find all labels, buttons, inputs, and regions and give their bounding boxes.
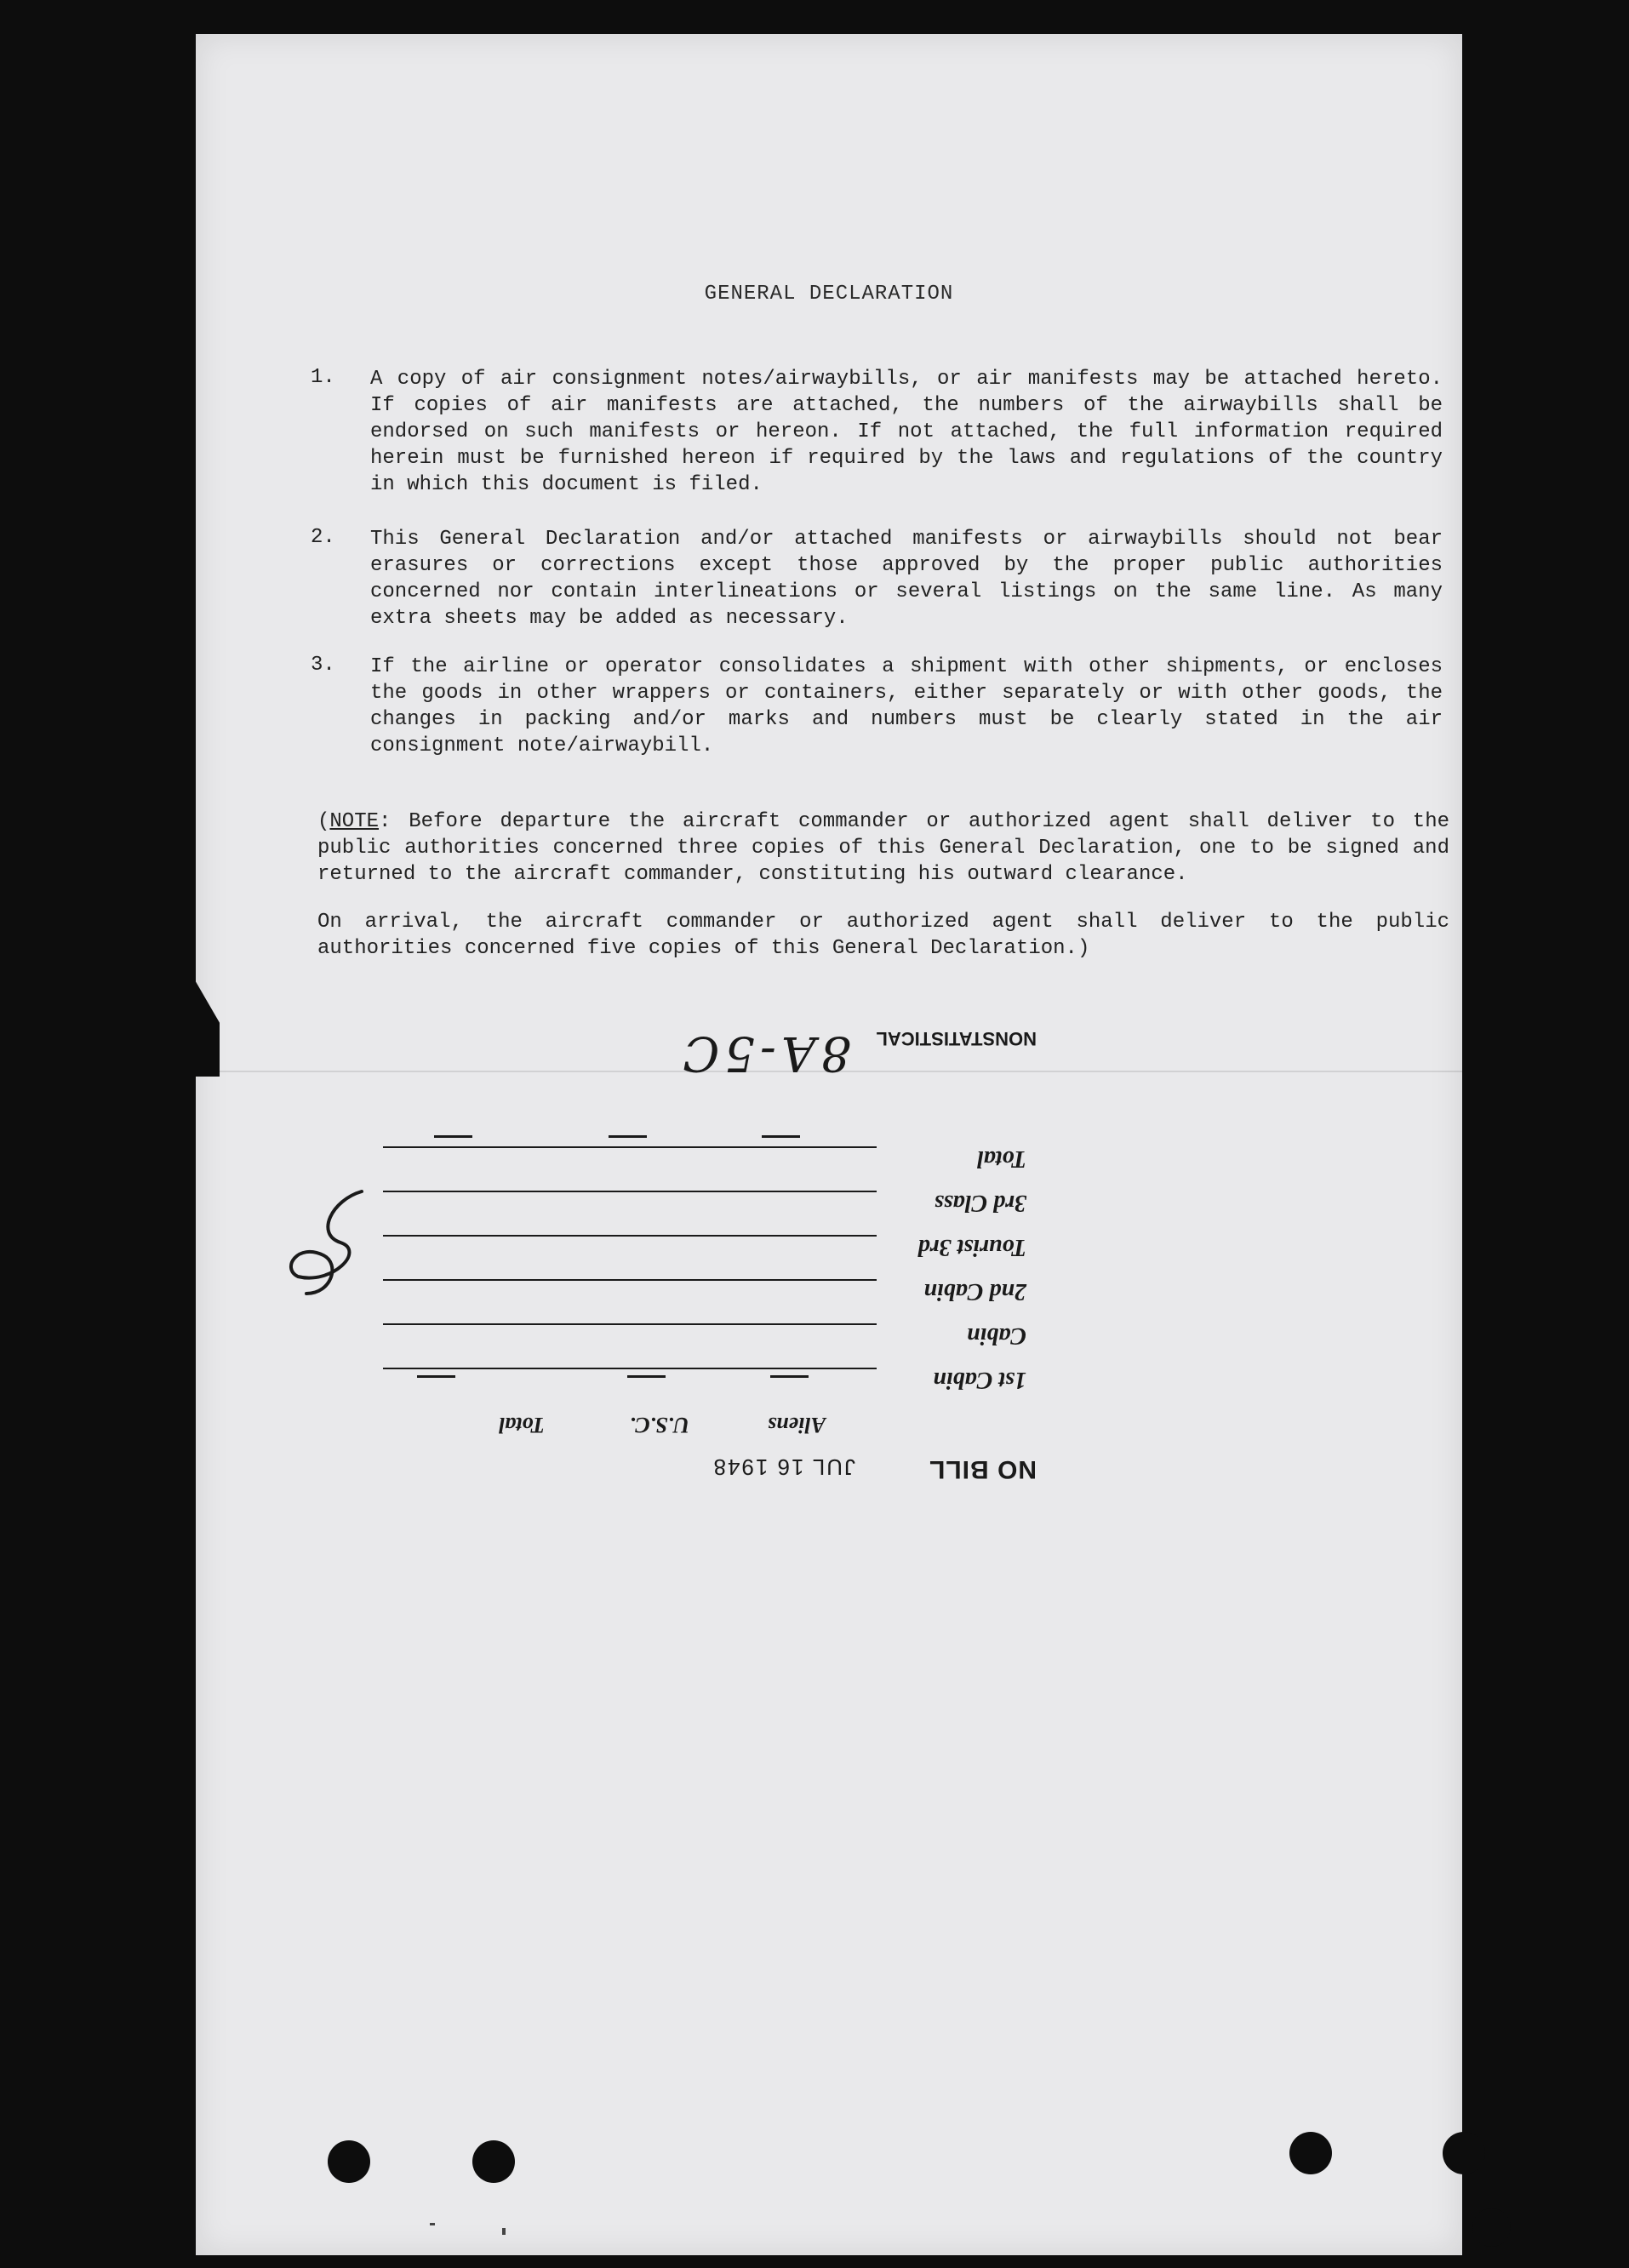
row-label: 2nd Cabin bbox=[923, 1278, 1026, 1305]
paper-speck bbox=[430, 2223, 435, 2225]
note-open: ( bbox=[317, 810, 330, 833]
item-number: 1. bbox=[311, 366, 335, 389]
entry-line bbox=[383, 1146, 877, 1148]
punch-hole bbox=[1472, 2208, 1511, 2247]
row-label: Total bbox=[976, 1145, 1026, 1172]
no-bill-stamp: NO BILL bbox=[929, 1455, 1037, 1483]
item-text: A copy of air consignment notes/airwaybills, or air manifests may be attached hereto. If copies of air manifests are attached, the numbers of the airwaybills shall be endorsed on such manifests or hereon. If not attached, the full information required herein must be furnished hereon if required by the laws and regulations of the country in which this document is filed. bbox=[370, 368, 1443, 496]
entry-line bbox=[383, 1191, 877, 1192]
punch-hole bbox=[328, 2140, 370, 2183]
row-label: 1st Cabin bbox=[933, 1367, 1026, 1393]
entry-line bbox=[383, 1279, 877, 1281]
paper-speck bbox=[502, 2228, 506, 2235]
column-usc: U.S.C. bbox=[629, 1413, 689, 1437]
item-number: 3. bbox=[311, 654, 335, 677]
note-label: NOTE bbox=[329, 810, 380, 833]
row-label: Tourist 3rd bbox=[917, 1234, 1026, 1260]
handwritten-initials bbox=[281, 1183, 374, 1302]
entry-line bbox=[383, 1323, 877, 1325]
punch-hole bbox=[1443, 2132, 1485, 2174]
column-total: Total bbox=[499, 1413, 545, 1437]
entry-mark bbox=[417, 1375, 455, 1378]
entry-mark bbox=[762, 1135, 800, 1138]
nonstatistical-stamp: NONSTATISTICAL bbox=[876, 1028, 1037, 1049]
note-colon: : bbox=[379, 810, 392, 833]
punch-hole bbox=[472, 2140, 515, 2183]
row-label: Cabin bbox=[966, 1323, 1026, 1349]
entry-mark bbox=[609, 1135, 647, 1138]
entry-line bbox=[383, 1368, 877, 1369]
row-label: 3rd Class bbox=[934, 1190, 1026, 1216]
column-aliens: Aliens bbox=[768, 1413, 826, 1437]
note-paragraph-2: On arrival, the aircraft commander or authorized agent shall deliver to the public authorities concerned five copies of this General Declaration.) bbox=[317, 911, 1449, 960]
note-paragraph-1 bbox=[317, 808, 1449, 888]
stamp-date: JUL 16 1948 bbox=[712, 1454, 855, 1480]
document-title: GENERAL DECLARATION bbox=[704, 283, 954, 306]
customs-stamp bbox=[392, 1025, 1047, 1485]
entry-line bbox=[383, 1235, 877, 1237]
punch-hole bbox=[1289, 2132, 1332, 2174]
item-number: 2. bbox=[311, 526, 335, 549]
entry-mark bbox=[627, 1375, 666, 1378]
entry-mark bbox=[770, 1375, 809, 1378]
handwritten-code: 8A-5C bbox=[677, 1025, 851, 1081]
entry-mark bbox=[434, 1135, 472, 1138]
item-text: This General Declaration and/or attached manifests or airwaybills should not bear erasures or corrections except those approved by the proper public authorities concerned nor contain interlineations or several listings on the same line. As many extra sheets may be added as necessary. bbox=[370, 528, 1443, 630]
item-text: If the airline or operator consolidates a shipment with other shipments, or encloses the goods in other wrappers or containers, either separately or with other goods, the changes in packing and/or marks and numbers must be clearly stated in the air consignment note/airwaybill. bbox=[370, 655, 1443, 757]
note-text-1: Before departure the aircraft commander or authorized agent shall deliver to the public authorities concerned three copies of this General Declaration, one to be signed and returned to the aircraft commander, constituting his outward clearance. bbox=[317, 810, 1450, 886]
